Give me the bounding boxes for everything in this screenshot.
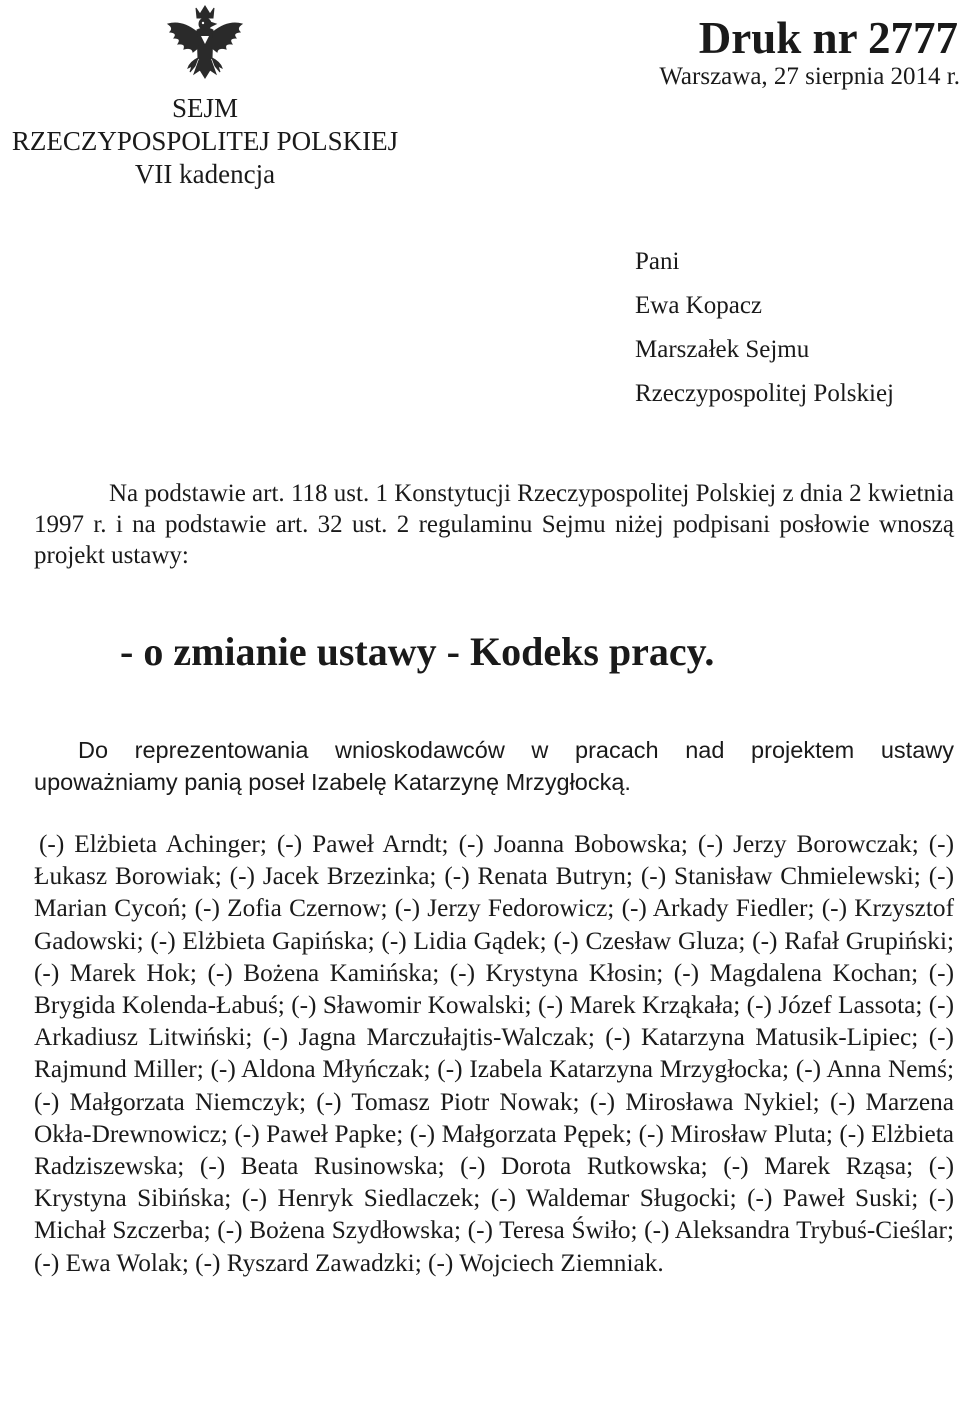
document-date: Warszawa, 27 sierpnia 2014 r.	[659, 63, 960, 90]
signatories-list	[34, 828, 954, 1279]
polish-eagle-emblem-icon	[160, 2, 250, 88]
signatories-text: (-) Elżbieta Achinger; (-) Paweł Arndt; (-) Joanna Bobowska; (-) Jerzy Borowczak; (-) Łukasz Borowiak; (-) Jacek Brzezinka; (-) Renata Butryn; (-) Stanisław Chmielewski; (-) Marian Cycoń; (-) Zofia Czernow; (-) Jerzy Fedorowicz; (-) Arkady Fiedler; (-) Krzysztof Gadowski; (-) Elżbieta Gapińska; (-) Lidia Gądek; (-) Czesław Gluza; (-) Rafał Grupiński; (-) Marek Hok; (-) Bożena Kamińska; (-) Krystyna Kłosin; (-) Magdalena Kochan; (-) Brygida Kolenda-Łabuś; (-) Sławomir Kowalski; (-) Marek Krząkała; (-) Józef Lassota; (-) Arkadiusz Litwiński; (-) Jagna Marczułajtis-Walczak; (-) Katarzyna Matusik-Lipiec; (-) Rajmund Miller; (-) Aldona Młyńczak; (-) Izabela Katarzyna Mrzygłocka; (-) Anna Nemś; (-) Małgorzata Niemczyk; (-) Tomasz Piotr Nowak; (-) Mirosława Nykiel; (-) Marzena Okła-Drewnowicz; (-) Paweł Papke; (-) Małgorzata Pępek; (-) Mirosław Pluta; (-) Elżbieta Radziszewska; (-) Beata Rusinowska; (-) Dorota Rutkowska; (-) Marek Rząsa; (-) Krystyna Sibińska; (-) Henryk Siedlaczek; (-) Waldemar Sługocki; (-) Paweł Suski; (-) Michał Szczerba; (-) Bożena Szydłowska; (-) Teresa Świło; (-) Aleksandra Trybuś-Cieślar; (-) Ewa Wolak; (-) Ryszard Zawadzki; (-) Wojciech Ziemniak.	[34, 830, 954, 1277]
addressee-line: Pani	[635, 248, 680, 275]
bill-title: - o zmianie ustawy - Kodeks pracy.	[120, 629, 715, 674]
addressee-block	[635, 240, 894, 416]
addressee-line: Ewa Kopacz	[635, 292, 763, 319]
chamber-name-line2: RZECZYPOSPOLITEJ POLSKIEJ	[11, 126, 399, 156]
term-label: VII kadencja	[134, 159, 276, 189]
print-number: Druk nr 2777	[698, 13, 958, 63]
representation-text: Do reprezentowania wnioskodawców w pracach nad projektem ustawy upoważniamy panią poseł Izabelę Katarzynę Mrzygłocką.	[34, 737, 954, 795]
chamber-header	[0, 92, 410, 191]
chamber-name-line1: SEJM	[171, 93, 239, 123]
representation-paragraph	[34, 734, 954, 798]
addressee-line: Marszałek Sejmu	[635, 336, 810, 363]
intro-paragraph	[34, 478, 954, 571]
intro-text: Na podstawie art. 118 ust. 1 Konstytucji Rzeczypospolitej Polskiej z dnia 2 kwietnia 1997 r. i na podstawie art. 32 ust. 2 regulaminu Sejmu niżej podpisani posłowie wnoszą projekt ustawy:	[34, 480, 954, 569]
addressee-line: Rzeczypospolitej Polskiej	[635, 380, 894, 407]
